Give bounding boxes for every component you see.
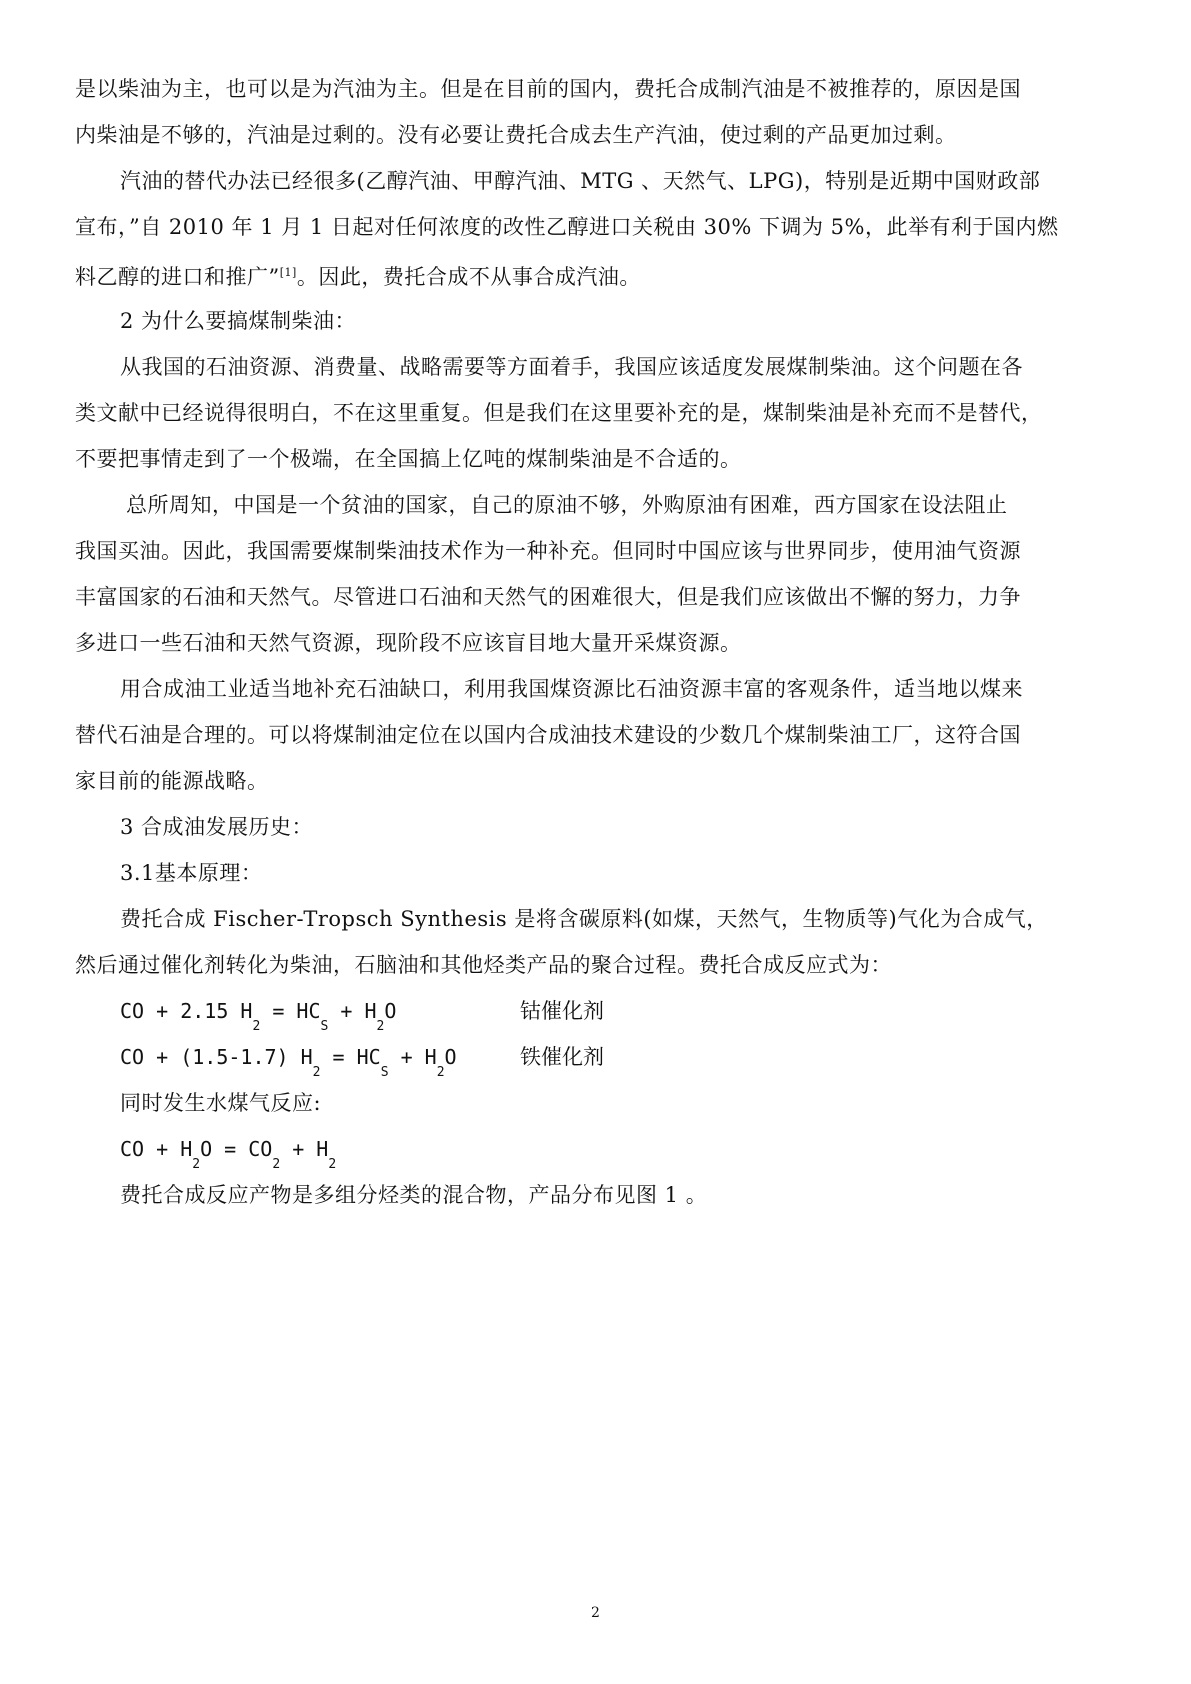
subsection-heading: 3.1基本原理： xyxy=(120,861,263,885)
subscript: 2 xyxy=(328,1157,337,1172)
catalyst-label: 钴催化剂 xyxy=(520,999,604,1023)
paragraph-line: 宣布，”自 2010 年 1 月 1 日起对任何浓度的改性乙醇进口关税由 30% 下调为 5%，此举有利于国内燃 xyxy=(75,215,1059,239)
subscript: S xyxy=(380,1065,389,1080)
catalyst-label: 铁催化剂 xyxy=(520,1045,604,1069)
paragraph-line: 我国买油。因此，我国需要煤制柴油技术作为一种补充。但同时中国应该与世界同步，使用油气资源 xyxy=(75,539,1021,563)
subscript: 2 xyxy=(252,1019,261,1034)
paragraph-line: 总所周知，中国是一个贫油的国家，自己的原油不够，外购原油有困难，西方国家在设法阻止 xyxy=(126,493,1008,517)
formula-text: O = CO xyxy=(200,1137,273,1161)
paragraph-line: 从我国的石油资源、消费量、战略需要等方面着手，我国应该适度发展煤制柴油。这个问题在各 xyxy=(120,355,1023,379)
reaction-formula-iron xyxy=(120,1043,457,1080)
formula-text: + H xyxy=(328,999,377,1023)
formula-text: = HC xyxy=(260,999,321,1023)
paragraph-line: 用合成油工业适当地补充石油缺口，利用我国煤资源比石油资源丰富的客观条件，适当地以煤来 xyxy=(120,677,1023,701)
citation-reference[interactable]: [1] xyxy=(279,266,297,279)
reaction-formula-cobalt xyxy=(120,997,397,1034)
page-number: 2 xyxy=(591,1605,600,1621)
paragraph-line: 然后通过催化剂转化为柴油，石脑油和其他烃类产品的聚合过程。费托合成反应式为： xyxy=(75,953,892,977)
paragraph-line: 同时发生水煤气反应: xyxy=(120,1091,322,1115)
subscript: 2 xyxy=(312,1065,321,1080)
text-span: 料乙醇的进口和推广” xyxy=(75,265,280,289)
paragraph-line: 替代石油是合理的。可以将煤制油定位在以国内合成油技术建设的少数几个煤制柴油工厂，这符合国 xyxy=(75,723,1021,747)
paragraph-line xyxy=(75,259,641,291)
formula-text: CO + (1.5-1.7) H xyxy=(120,1045,313,1069)
paragraph-line: 类文献中已经说得很明白，不在这里重复。但是我们在这里要补充的是，煤制柴油是补充而不是替代， xyxy=(75,401,1043,425)
paragraph-line: 内柴油是不够的，汽油是过剩的。没有必要让费托合成去生产汽油，使过剩的产品更加过剩。 xyxy=(75,123,957,147)
paragraph-line: 是以柴油为主，也可以是为汽油为主。但是在目前的国内，费托合成制汽油是不被推荐的，原因是国 xyxy=(75,77,1021,101)
paragraph-line: 不要把事情走到了一个极端，在全国搞上亿吨的煤制柴油是不合适的。 xyxy=(75,447,742,471)
section-heading: 3 合成油发展历史： xyxy=(120,815,314,839)
text-span: 。因此，费托合成不从事合成汽油。 xyxy=(296,265,641,289)
subscript: S xyxy=(320,1019,329,1034)
paragraph-line: 家目前的能源战略。 xyxy=(75,769,269,793)
paragraph-line: 丰富国家的石油和天然气。尽管进口石油和天然气的困难很大，但是我们应该做出不懈的努力，力争 xyxy=(75,585,1021,609)
subscript: 2 xyxy=(272,1157,281,1172)
paragraph-line: 费托合成反应产物是多组分烃类的混合物，产品分布见图 1 。 xyxy=(120,1183,708,1207)
formula-text: = HC xyxy=(320,1045,381,1069)
formula-text: + H xyxy=(280,1137,329,1161)
paragraph-line: 汽油的替代办法已经很多(乙醇汽油、甲醇汽油、MTG 、天然气、LPG)，特别是近期中国财政部 xyxy=(120,169,1041,193)
water-gas-shift-formula xyxy=(120,1135,337,1172)
subscript: 2 xyxy=(376,1019,385,1034)
paragraph-line: 多进口一些石油和天然气资源，现阶段不应该盲目地大量开采煤资源。 xyxy=(75,631,742,655)
subscript: 2 xyxy=(436,1065,445,1080)
formula-text: O xyxy=(444,1045,457,1069)
formula-text: CO + 2.15 H xyxy=(120,999,253,1023)
paragraph-line: 费托合成 Fischer-Tropsch Synthesis 是将含碳原料(如煤，天然气，生物质等)气化为合成气， xyxy=(120,907,1048,931)
formula-text: O xyxy=(384,999,397,1023)
section-heading: 2 为什么要搞煤制柴油： xyxy=(120,309,357,333)
formula-text: CO + H xyxy=(120,1137,193,1161)
formula-text: + H xyxy=(388,1045,437,1069)
subscript: 2 xyxy=(192,1157,201,1172)
